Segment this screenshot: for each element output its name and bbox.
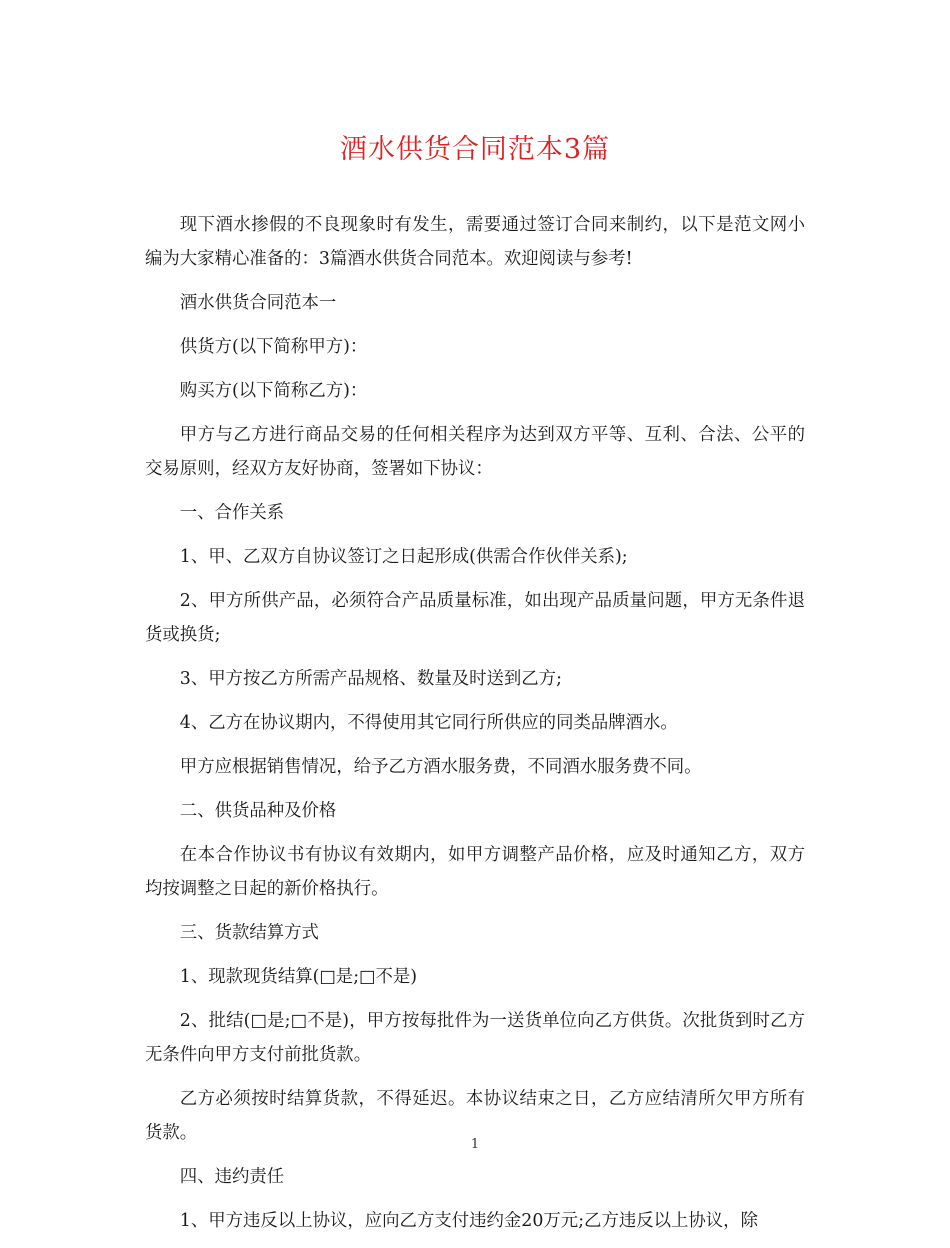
clause-1-2: 2、甲方所供产品，必须符合产品质量标准，如出现产品质量问题，甲方无条件退货或换货;	[145, 591, 805, 645]
clause-1-3: 3、甲方按乙方所需产品规格、数量及时送到乙方;	[179, 669, 562, 689]
price-paragraph: 在本合作协议书有协议有效期内，如甲方调整产品价格，应及时通知乙方，双方均按调整之日起的新价格执行。	[145, 845, 805, 899]
section-heading-1: 一、合作关系	[179, 503, 285, 523]
clause-1-1: 1、甲、乙双方自协议签订之日起形成(供需合作伙伴关系);	[179, 547, 628, 567]
section-heading-2: 二、供货品种及价格	[179, 801, 337, 821]
clause-1-4: 4、乙方在协议期内，不得使用其它同行所供应的同类品牌酒水。	[179, 713, 678, 733]
service-fee-paragraph: 甲方应根据销售情况，给予乙方酒水服务费，不同酒水服务费不同。	[179, 757, 702, 777]
intro-paragraph: 现下酒水掺假的不良现象时有发生，需要通过签订合同来制约，以下是范文网小编为大家精心准备的：3篇酒水供货合同范本。欢迎阅读与参考!	[145, 215, 805, 269]
page-number: 1	[470, 1137, 480, 1152]
clause-3-2: 2、批结(□是;□不是)，甲方按每批件为一送货单位向乙方供货。次批货到时乙方无条件向甲方支付前批货款。	[145, 1011, 805, 1065]
clause-4-1: 1、甲方违反以上协议，应向乙方支付违约金20万元;乙方违反以上协议，除	[179, 1211, 758, 1231]
document-body	[145, 208, 805, 1248]
section-heading-3: 三、货款结算方式	[179, 923, 319, 943]
settlement-paragraph: 乙方必须按时结算货款，不得延迟。本协议结束之日，乙方应结清所欠甲方所有货款。	[145, 1089, 805, 1143]
preamble-paragraph: 甲方与乙方进行商品交易的任何相关程序为达到双方平等、互利、合法、公平的交易原则，经双方友好协商，签署如下协议：	[145, 425, 805, 479]
contract-heading: 酒水供货合同范本一	[179, 293, 337, 313]
supplier-line: 供货方(以下简称甲方)：	[179, 337, 368, 357]
buyer-line: 购买方(以下简称乙方)：	[179, 381, 368, 401]
clause-3-1: 1、现款现货结算(□是;□不是)	[179, 967, 418, 987]
section-heading-4: 四、违约责任	[179, 1167, 285, 1187]
document-title: 酒水供货合同范本3篇	[339, 134, 611, 165]
